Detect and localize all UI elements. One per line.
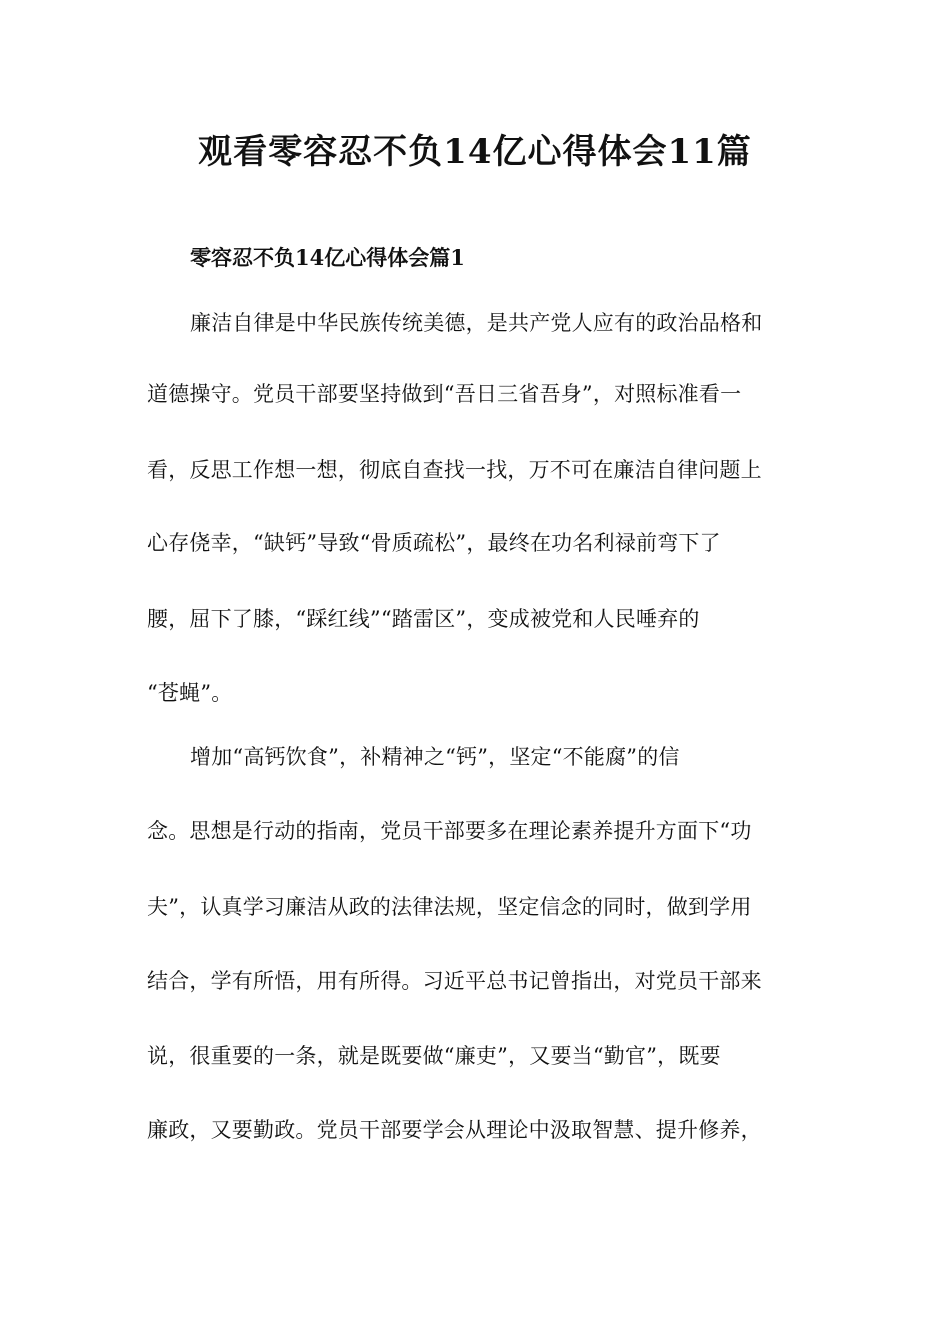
paragraph-line: “苍蝇”。	[147, 681, 233, 705]
section-heading: 零容忍不负14亿心得体会篇1	[190, 245, 465, 270]
paragraph-line: 念。思想是行动的指南，党员干部要多在理论素养提升方面下“功	[147, 819, 752, 843]
paragraph-line: 结合，学有所悟，用有所得。习近平总书记曾指出，对党员干部来	[147, 969, 762, 993]
paragraph-line: 廉洁自律是中华民族传统美德，是共产党人应有的政治品格和	[190, 311, 763, 335]
document-title: 观看零容忍不负14亿心得体会11篇	[198, 132, 752, 172]
paragraph-line: 道德操守。党员干部要坚持做到“吾日三省吾身”，对照标准看一	[147, 382, 742, 406]
paragraph-line: 夫”，认真学习廉洁从政的法律法规，坚定信念的同时，做到学用	[147, 895, 752, 919]
paragraph-line: 心存侥幸，“缺钙”导致“骨质疏松”，最终在功名利禄前弯下了	[147, 531, 721, 555]
paragraph-line: 廉政，又要勤政。党员干部要学会从理论中汲取智慧、提升修养，	[147, 1118, 762, 1142]
paragraph-line: 说，很重要的一条，就是既要做“廉吏”，又要当“勤官”，既要	[147, 1044, 721, 1068]
paragraph-line: 看，反思工作想一想，彻底自查找一找，万不可在廉洁自律问题上	[147, 458, 762, 482]
paragraph-line: 腰，屈下了膝，“踩红线”“踏雷区”，变成被党和人民唾弃的	[147, 607, 700, 631]
paragraph-line: 增加“高钙饮食”，补精神之“钙”，坚定“不能腐”的信	[190, 745, 680, 769]
